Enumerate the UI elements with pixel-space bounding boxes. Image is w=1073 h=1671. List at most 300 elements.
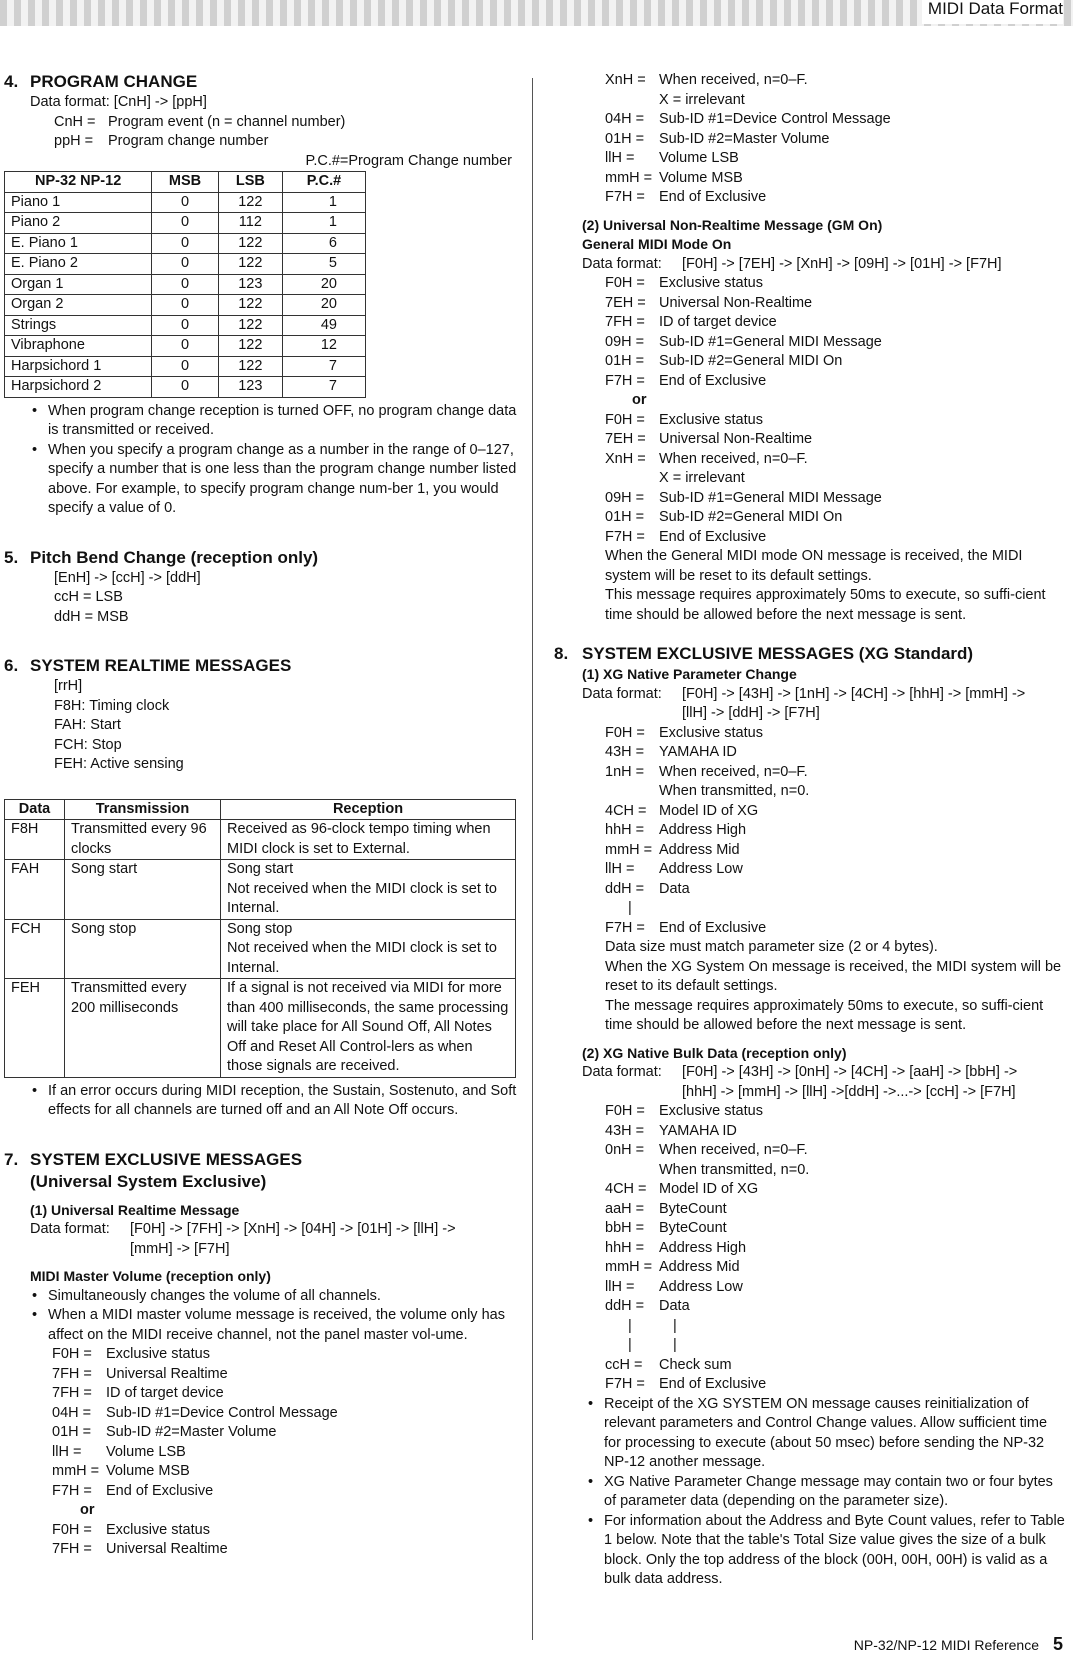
sec7-def-c-row xyxy=(605,71,1065,91)
sec8-def-a-key: ddH = xyxy=(605,880,645,897)
sec7-def-e-row xyxy=(605,508,1065,528)
section-8-title: 8. SYSTEM EXCLUSIVE MESSAGES (XG Standard) xyxy=(554,644,974,663)
sec7-def-e-key: 7EH = xyxy=(605,431,646,447)
sec8-def-c-value: End of Exclusive xyxy=(659,1376,767,1392)
sec7-def-d-row xyxy=(605,352,1065,372)
sec7-def-c-key: mmH = xyxy=(605,169,653,186)
sec8-def-b-row xyxy=(605,1161,1065,1181)
sec8-def-a-value: When received, n=0–F. xyxy=(659,763,808,780)
pc-cell: Piano 2 xyxy=(5,213,152,234)
sec7-def-d-value: Sub-ID #1=General MIDI Message xyxy=(659,333,882,350)
sec8-def-b-value: Address Low xyxy=(659,1278,743,1295)
sec7-def-e-key xyxy=(605,469,659,489)
sec8-def-a-value: Address Low xyxy=(659,861,743,877)
sec7-def-b-value: Exclusive status xyxy=(106,1521,210,1538)
sec8-def-a-key: 4CH = xyxy=(605,802,647,819)
sec7-def-d-row xyxy=(605,294,1065,314)
pc-cell: 7 xyxy=(283,356,366,377)
sec7-def-e-key: XnH = xyxy=(605,450,646,467)
rt-header-cell: Data xyxy=(5,799,65,820)
rt-cell: Transmitted every 200 milliseconds xyxy=(65,979,221,1078)
sec8-def-b-row xyxy=(605,1219,1065,1239)
or-label: or xyxy=(80,1502,95,1518)
sec7-def-c-value: Sub-ID #2=Master Volume xyxy=(659,130,830,147)
sec8-note: The message requires approximately 50ms to execute, so suffi-cient time should be allowed before the next message is sent. xyxy=(605,997,1044,1033)
sec4-definitions xyxy=(0,113,518,152)
sec8-def-b-value: ByteCount xyxy=(659,1220,727,1236)
pc-cell: 0 xyxy=(152,295,218,316)
sec4-def-key: CnH = xyxy=(54,113,96,130)
sec7-def-d-value: ID of target device xyxy=(659,314,777,330)
sec7-sub2: (2) Universal Non-Realtime Message (GM On) xyxy=(582,216,883,233)
pc-table-row xyxy=(5,274,366,295)
pc-cell: 122 xyxy=(218,356,282,377)
sec8-bullet: • Receipt of the XG SYSTEM ON message causes reinitialization of relevant parameters and Control Change values. Allow sufficient time for processing to execute (about 50 msec) before sending the NP-32 NP-12 another message. xyxy=(582,1395,1065,1473)
rt-cell: Song stop Not received when the MIDI clock is set to Internal. xyxy=(221,919,516,979)
pc-table-header xyxy=(5,172,366,193)
sec7-sub1: (1) Universal Realtime Message xyxy=(30,1201,240,1218)
sec7-def-c-row xyxy=(605,91,1065,111)
pc-cell: Organ 1 xyxy=(5,274,152,295)
sec8-def-b-value: Exclusive status xyxy=(659,1103,763,1119)
sec5-line: ccH = LSB xyxy=(54,589,123,605)
pipes-line-2: | | xyxy=(628,1337,677,1353)
pc-cell: 0 xyxy=(152,213,218,234)
sec6-line: [rrH] xyxy=(54,678,83,694)
rt-cell: Song start xyxy=(65,860,221,920)
section-6-title: 6. SYSTEM REALTIME MESSAGES xyxy=(4,656,292,675)
rt-cell: If a signal is not received via MIDI for more than 400 milliseconds, the same processing will take place for All Sound Off, All Notes Off and Reset All Control-lers as when those signals are received. xyxy=(221,979,516,1078)
pipe-line: | xyxy=(628,900,632,916)
sec8-def-b-key: bbH = xyxy=(605,1220,645,1236)
sec7-def-d-row xyxy=(605,333,1065,353)
sec7-def-a-key: mmH = xyxy=(52,1463,100,1479)
sec7-def-c-value: Volume MSB xyxy=(659,169,743,186)
sec7-def-a-value: Volume MSB xyxy=(106,1463,190,1479)
rt-header-cell: Transmission xyxy=(65,799,221,820)
sec8-def-b-key: aaH = xyxy=(605,1200,645,1217)
pc-cell: Vibraphone xyxy=(5,336,152,357)
sec8-defs-c xyxy=(550,1356,1065,1395)
sec8-def-a-value: Model ID of XG xyxy=(659,802,759,819)
sec7-def-b-key: F0H = xyxy=(52,1521,92,1538)
sec8-def-a-key: 1nH = xyxy=(605,763,645,780)
sec7-def-e-row xyxy=(605,489,1065,509)
sec7-def-a-key: F7H = xyxy=(52,1482,92,1499)
pc-table-row xyxy=(5,315,366,336)
pc-cell: 123 xyxy=(218,377,282,398)
page-footer xyxy=(854,1635,1063,1656)
sec8-def-a-value: Address Mid xyxy=(659,841,740,858)
sec6-line: FEH: Active sensing xyxy=(54,756,184,772)
pc-cell: Harpsichord 1 xyxy=(5,356,152,377)
sec4-bullets xyxy=(0,402,518,519)
section-4-title: 4. PROGRAM CHANGE xyxy=(4,72,198,91)
sec7-def-c-row xyxy=(605,130,1065,150)
section-7-title2: (Universal System Exclusive) xyxy=(30,1171,267,1191)
pc-table-row xyxy=(5,254,366,275)
pc-cell: 5 xyxy=(283,254,366,275)
pc-cell: E. Piano 1 xyxy=(5,233,152,254)
pc-cell: 112 xyxy=(218,213,282,234)
pc-header-cell: MSB xyxy=(152,172,218,193)
sec7-def-a-row xyxy=(52,1443,518,1463)
sec5-line: ddH = MSB xyxy=(54,608,129,625)
sec8-def-a-row xyxy=(605,743,1065,763)
sec7-defs-b xyxy=(0,1521,518,1560)
rt-cell: Song start Not received when the MIDI clock is set to Internal. xyxy=(221,860,516,920)
sec8-def-a-value: Data xyxy=(659,880,690,897)
sec4-def-value: Program change number xyxy=(108,133,269,149)
master-volume-bullets xyxy=(0,1287,518,1346)
pc-cell: 122 xyxy=(218,254,282,275)
pc-cell: E. Piano 2 xyxy=(5,254,152,275)
sec7-def-d-row xyxy=(605,313,1065,333)
sec4-def-key: ppH = xyxy=(54,133,94,149)
or-label-2: or xyxy=(632,392,647,408)
pc-table-row xyxy=(5,233,366,254)
sec7-def-c-row xyxy=(605,149,1065,169)
sec8-def-b-row xyxy=(605,1180,1065,1200)
sec7-def-d-value: End of Exclusive xyxy=(659,372,767,389)
sec8-def-b-key: mmH = xyxy=(605,1259,653,1275)
pc-cell: 0 xyxy=(152,233,218,254)
sec7-def-a-key: 01H = xyxy=(52,1424,92,1440)
sec7-def-e-value: Universal Non-Realtime xyxy=(659,431,813,447)
rt-header-cell: Reception xyxy=(221,799,516,820)
sec4-bullet: • When you specify a program change as a number in the range of 0–127, specify a number that is one less than the program change number listed above. For example, to specify program change num-ber 1, you would specify a value of 0. xyxy=(26,441,518,519)
sec8-def-a-value: YAMAHA ID xyxy=(659,744,737,760)
rt-table-row xyxy=(5,860,516,920)
pc-cell: 0 xyxy=(152,254,218,275)
sec7-def-e-row xyxy=(605,469,1065,489)
sec7-def-a-key: 04H = xyxy=(52,1404,92,1421)
sec7-defs-a xyxy=(0,1345,518,1501)
sec8-sub2: (2) XG Native Bulk Data (reception only) xyxy=(582,1044,847,1061)
sec7-def-e-key: 09H = xyxy=(605,489,645,506)
sec8-def-b-value: YAMAHA ID xyxy=(659,1122,737,1139)
sec8-def-a-value: Address High xyxy=(659,822,747,838)
pc-cell: 122 xyxy=(218,295,282,316)
sec7-def-a-key: 7FH = xyxy=(52,1385,92,1401)
sec7-sub1-format: Data format: [F0H] -> [7FH] -> [XnH] -> [04H] -> [01H] -> [llH] -> [mmH] -> [F7H] xyxy=(30,1221,456,1257)
sec8-def-b-row xyxy=(605,1122,1065,1142)
rt-cell: FAH xyxy=(5,860,65,920)
gm-note-2: This message requires approximately 50ms to execute, so suffi-cient time should be allowed before the next message is sent. xyxy=(605,587,1046,623)
pc-table-row xyxy=(5,192,366,213)
sec7-def-c-value: Volume LSB xyxy=(659,150,739,166)
rt-table-body xyxy=(5,820,516,1078)
pc-cell: 122 xyxy=(218,192,282,213)
pipes-line-1: | | xyxy=(628,1317,677,1334)
pc-cell: 20 xyxy=(283,295,366,316)
sec7-def-a-key: 7FH = xyxy=(52,1365,92,1382)
column-divider xyxy=(532,78,533,1640)
sec7-def-a-row xyxy=(52,1404,518,1424)
sec7-def-e-row xyxy=(605,450,1065,470)
pc-cell: 7 xyxy=(283,377,366,398)
sec7-def-e-value: Sub-ID #2=General MIDI On xyxy=(659,509,843,525)
rt-cell: FCH xyxy=(5,919,65,979)
sec8-bullet: • For information about the Address and Byte Count values, refer to Table 1 below. Note that the table's Total Size value gives the size of a bulk block. Only the top address of the block (00H, 00H, 00H) is valid as a bulk data address. xyxy=(582,1512,1065,1590)
sec7-def-a-row xyxy=(52,1423,518,1443)
sec7-def-a-row xyxy=(52,1482,518,1502)
pc-table-row xyxy=(5,295,366,316)
header-title: MIDI Data Format xyxy=(922,0,1063,24)
sec7-def-a-row xyxy=(52,1365,518,1385)
sec7-def-c-key: 04H = xyxy=(605,111,645,127)
sec4-bullet: • When program change reception is turned OFF, no program change data is transmitted or received. xyxy=(26,402,518,441)
mmv-bullet: • Simultaneously changes the volume of all channels. xyxy=(26,1287,518,1307)
sec7-def-c-key: 01H = xyxy=(605,130,645,147)
sec7-def-e-value: When received, n=0–F. xyxy=(659,450,808,467)
sec7-def-a-value: Universal Realtime xyxy=(106,1365,228,1382)
sec8-def-b-row xyxy=(605,1102,1065,1122)
sec7-def-a-value: Exclusive status xyxy=(106,1346,210,1362)
section-5-title: 5. Pitch Bend Change (reception only) xyxy=(4,547,319,567)
pc-cell: Strings xyxy=(5,315,152,336)
rt-cell: Song stop xyxy=(65,919,221,979)
sec8-def-b-key: 43H = xyxy=(605,1122,645,1139)
sec8-def-b-key: F0H = xyxy=(605,1103,645,1119)
sec4-format: Data format: [CnH] -> [ppH] xyxy=(30,94,207,110)
sec8-def-a-key: llH = xyxy=(605,861,635,877)
master-volume-heading: MIDI Master Volume (reception only) xyxy=(30,1268,271,1284)
sec7-def-d-value: Universal Non-Realtime xyxy=(659,294,813,311)
pc-cell: 12 xyxy=(283,336,366,357)
pc-table-body xyxy=(5,192,366,397)
pc-header-cell: LSB xyxy=(218,172,282,193)
sec8-def-a-key xyxy=(605,782,659,802)
sec8-def-b-value: Address Mid xyxy=(659,1259,740,1275)
sec8-def-b-row xyxy=(605,1200,1065,1220)
mmv-bullet: • When a MIDI master volume message is received, the volume only has affect on the MIDI receive channel, not the panel master vol-ume. xyxy=(26,1306,518,1345)
sec8-def-b-key: hhH = xyxy=(605,1239,645,1256)
pc-cell: 1 xyxy=(283,213,366,234)
sec7-def-c-row xyxy=(605,188,1065,208)
realtime-table xyxy=(4,799,516,1078)
sec8-def-c-value: Check sum xyxy=(659,1356,732,1373)
pc-table-row xyxy=(5,213,366,234)
sec6-bullets xyxy=(0,1082,518,1121)
sec8-def-b-key: 0nH = xyxy=(605,1142,645,1158)
pc-cell: 0 xyxy=(152,274,218,295)
sec8-def-b-key xyxy=(605,1161,659,1181)
sec6-lines xyxy=(0,677,518,775)
sec8-note: When the XG System On message is received, the MIDI system will be reset to its default settings. xyxy=(605,958,1062,994)
sec7-def-a-row xyxy=(52,1384,518,1404)
sec8-def-b-row xyxy=(605,1258,1065,1278)
sec8-def-b-row xyxy=(605,1141,1065,1161)
sec7-def-c-value: X = irrelevant xyxy=(659,91,745,108)
page-number: 5 xyxy=(1052,1633,1063,1654)
sec8-def-b-value: When transmitted, n=0. xyxy=(659,1161,810,1178)
sec7-def-e-key: 01H = xyxy=(605,509,645,525)
sec8-def-b-value: Data xyxy=(659,1298,690,1314)
sec8-defs-b xyxy=(550,1102,1065,1317)
sec6-line: FCH: Stop xyxy=(54,736,122,753)
pc-header-cell: NP-32 NP-12 xyxy=(5,172,152,193)
sec7-def-e-key: F7H = xyxy=(605,528,645,545)
sec7-def-d-value: Exclusive status xyxy=(659,275,763,291)
sec7-def-c-key: llH = xyxy=(605,150,635,166)
pc-table-row xyxy=(5,377,366,398)
sec7-def-d-row xyxy=(605,372,1065,392)
sec8-bullets xyxy=(550,1395,1065,1590)
sec8-note: Data size must match parameter size (2 or 4 bytes). xyxy=(605,939,938,955)
pc-cell: 123 xyxy=(218,274,282,295)
sec7-def-e-value: X = irrelevant xyxy=(659,470,745,486)
sec8-def-b-value: ByteCount xyxy=(659,1200,727,1217)
sec7-def-b-key: 7FH = xyxy=(52,1541,92,1557)
sec7-def-b-value: Universal Realtime xyxy=(106,1541,228,1557)
gm-note-1: When the General MIDI mode ON message is received, the MIDI system will be reset to its default settings. xyxy=(605,548,1023,584)
sec8-sub2-format: Data format: [F0H] -> [43H] -> [0nH] -> [4CH] -> [aaH] -> [bbH] -> [hhH] -> [mmH] -> [llH] ->[ddH] ->...-> [ccH] -> [F7H] xyxy=(582,1064,1018,1100)
sec7-def-c-row xyxy=(605,169,1065,189)
sec7-def-d-key: 7EH = xyxy=(605,294,646,311)
sec8-def-b-value: Model ID of XG xyxy=(659,1181,759,1197)
rt-cell: FEH xyxy=(5,979,65,1078)
sec8-def-a-key: hhH = xyxy=(605,822,645,838)
pc-table-row xyxy=(5,356,366,377)
sec7-def-e-row xyxy=(605,411,1065,431)
sec7-def-a-value: Sub-ID #1=Device Control Message xyxy=(106,1404,338,1421)
sec8-def-b-value: When received, n=0–F. xyxy=(659,1142,808,1158)
sec8-def-a-row xyxy=(605,860,1065,880)
sec8-bullet: • XG Native Parameter Change message may contain two or four bytes of parameter data (depending on the parameter size). xyxy=(582,1473,1065,1512)
rt-table-header xyxy=(5,799,516,820)
sec8-def-a-key: mmH = xyxy=(605,841,653,858)
pc-cell: 1 xyxy=(283,192,366,213)
sec7-def-a-value: Sub-ID #2=Master Volume xyxy=(106,1424,277,1440)
pc-cell: 0 xyxy=(152,377,218,398)
sec8-notes-a xyxy=(550,938,1065,1036)
page-header-band xyxy=(0,0,1073,26)
sec7-def-d-row xyxy=(605,274,1065,294)
pc-cell: 122 xyxy=(218,315,282,336)
sec8-def-b-key: 4CH = xyxy=(605,1181,647,1197)
sec8-def-c-row xyxy=(605,1375,1065,1395)
sec8-sub1: (1) XG Native Parameter Change xyxy=(582,666,797,682)
sec7-def-e-key: F0H = xyxy=(605,411,645,428)
pc-cell: 0 xyxy=(152,356,218,377)
sec7-def-a-value: ID of target device xyxy=(106,1385,224,1401)
pc-cell: 122 xyxy=(218,233,282,254)
sec7-def-c-key: F7H = xyxy=(605,189,645,205)
sec7-def-d-key: F7H = xyxy=(605,372,645,389)
sec6-bullet: • If an error occurs during MIDI reception, the Sustain, Sostenuto, and Soft effects for all channels are turned off and an All Note Off occurs. xyxy=(26,1082,518,1121)
sec7-sub2b: General MIDI Mode On xyxy=(582,236,732,252)
sec8-def-b-row xyxy=(605,1278,1065,1298)
rt-cell: Received as 96-clock tempo timing when MIDI clock is set to External. xyxy=(221,820,516,860)
sec7-def-a-key: llH = xyxy=(52,1443,82,1460)
sec8-def-b-row xyxy=(605,1239,1065,1259)
sec8-def-a-key: 43H = xyxy=(605,744,645,760)
sec6-line: FAH: Start xyxy=(54,717,121,733)
sec7-def-e-row xyxy=(605,528,1065,548)
pc-cell: 6 xyxy=(283,233,366,254)
sec7-def-e-value: Sub-ID #1=General MIDI Message xyxy=(659,489,882,506)
sec8-def-c-row xyxy=(605,1356,1065,1376)
sec7-def-a-row xyxy=(52,1462,518,1482)
sec7-def-c-key xyxy=(605,91,659,111)
sec8-end: F7H = End of Exclusive xyxy=(605,919,767,936)
rt-table-row xyxy=(5,919,516,979)
rt-table-row xyxy=(5,820,516,860)
sec8-def-a-row xyxy=(605,782,1065,802)
sec8-def-c-key: ccH = xyxy=(605,1356,643,1373)
sec8-sub1-format: Data format: [F0H] -> [43H] -> [1nH] -> [4CH] -> [hhH] -> [mmH] -> [llH] -> [ddH] -> [F7H] xyxy=(582,685,1026,721)
pc-table-row xyxy=(5,336,366,357)
sec8-def-a-row xyxy=(605,821,1065,841)
section-7-title: 7. SYSTEM EXCLUSIVE MESSAGES xyxy=(4,1149,303,1169)
pc-cell: 0 xyxy=(152,192,218,213)
sec8-def-a-row xyxy=(605,802,1065,822)
sec8-def-b-key: ddH = xyxy=(605,1298,645,1314)
sec7-def-d-key: F0H = xyxy=(605,275,645,291)
pc-cell: 0 xyxy=(152,315,218,336)
right-column xyxy=(550,71,1065,1590)
sec5-line: [EnH] -> [ccH] -> [ddH] xyxy=(54,569,201,586)
sec7-def-c-value: When received, n=0–F. xyxy=(659,72,808,88)
sec7-def-d-key: 01H = xyxy=(605,353,645,369)
sec8-def-c-key: F7H = xyxy=(605,1376,645,1392)
sec8-def-a-value: Exclusive status xyxy=(659,724,763,741)
sec8-def-b-value: Address High xyxy=(659,1239,747,1256)
sec4-def-value: Program event (n = channel number) xyxy=(108,113,346,130)
sec8-def-b-row xyxy=(605,1297,1065,1317)
pc-cell: 0 xyxy=(152,336,218,357)
sec7-def-c-value: Sub-ID #1=Device Control Message xyxy=(659,111,891,127)
sec7-def-b-row xyxy=(52,1521,518,1541)
sec8-def-a-row xyxy=(605,841,1065,861)
sec8-defs-a xyxy=(550,724,1065,900)
rt-cell: F8H xyxy=(5,820,65,860)
sec7-def-a-value: Volume LSB xyxy=(106,1443,186,1460)
rt-table-row xyxy=(5,979,516,1078)
sec7-def-e-row xyxy=(605,430,1065,450)
sec4-def-row xyxy=(54,132,518,152)
sec8-def-a-value: When transmitted, n=0. xyxy=(659,783,810,799)
sec7-def-a-key: F0H = xyxy=(52,1346,92,1362)
sec7-def-a-row xyxy=(52,1345,518,1365)
sec7-def-a-value: End of Exclusive xyxy=(106,1482,214,1499)
pc-cell: 49 xyxy=(283,315,366,336)
sec7-def-c-row xyxy=(605,110,1065,130)
pc-cell: 122 xyxy=(218,336,282,357)
sec8-def-a-key: F0H = xyxy=(605,724,645,741)
sec4-def-row xyxy=(54,113,518,133)
program-change-table xyxy=(4,171,366,398)
sec7-def-b-row xyxy=(52,1540,518,1560)
rt-cell: Transmitted every 96 clocks xyxy=(65,820,221,860)
sec7-sub2-format: Data format: [F0H] -> [7EH] -> [XnH] -> [09H] -> [01H] -> [F7H] xyxy=(582,255,1002,272)
pc-cell: 20 xyxy=(283,274,366,295)
left-column xyxy=(0,71,518,1560)
sec8-def-a-row xyxy=(605,880,1065,900)
sec8-def-a-row xyxy=(605,724,1065,744)
sec6-line: F8H: Timing clock xyxy=(54,697,170,714)
sec8-def-b-key: llH = xyxy=(605,1278,635,1295)
sec7-def-c-value: End of Exclusive xyxy=(659,189,767,205)
footer-doc-title: NP-32/NP-12 MIDI Reference xyxy=(853,1636,1039,1653)
sec7-def-d-value: Sub-ID #2=General MIDI On xyxy=(659,353,843,369)
sec7-def-e-value: Exclusive status xyxy=(659,411,763,428)
pc-cell: Organ 2 xyxy=(5,295,152,316)
pc-note: P.C.#=Program Change number xyxy=(305,152,512,169)
pc-header-cell: P.C.# xyxy=(283,172,366,193)
sec7-def-c-key: XnH = xyxy=(605,72,646,88)
